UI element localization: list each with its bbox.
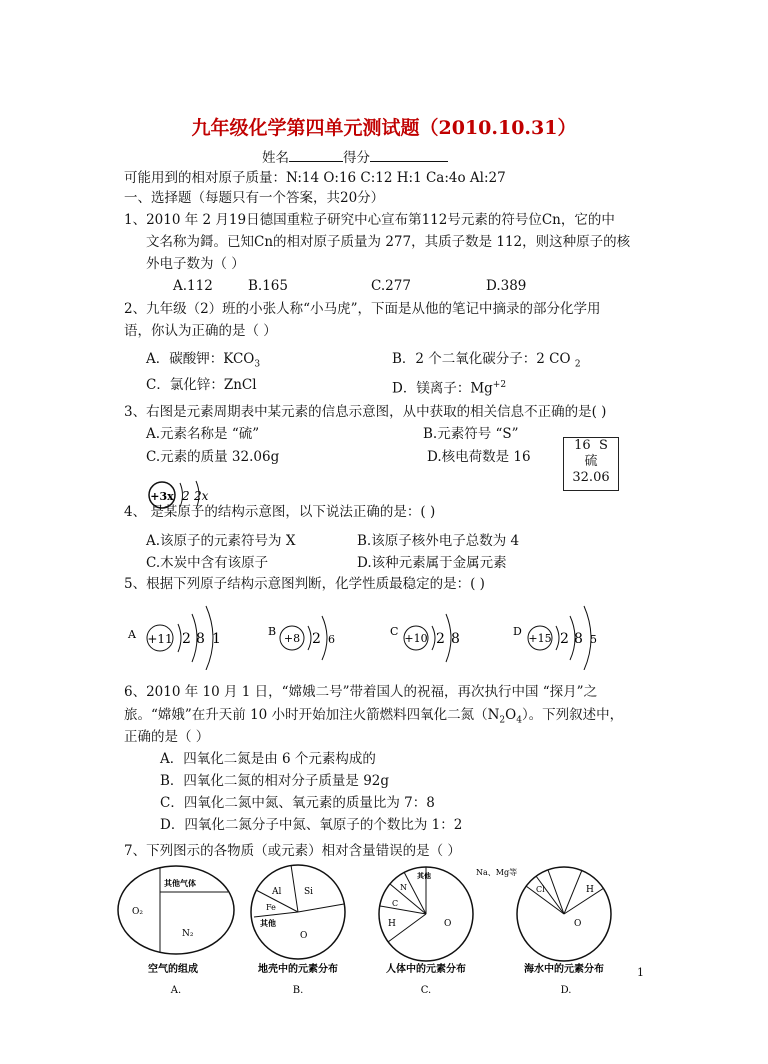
atom-d-nucleus: +15	[528, 632, 552, 645]
q6-option-a: A．四氧化二氮是由 6 个元素构成的	[160, 751, 376, 767]
pie-c	[379, 867, 473, 996]
q7-pie-charts	[108, 862, 638, 1000]
atom-d-shell-2: 8	[574, 631, 583, 647]
q1-line1: 1、2010 年 2 月19日德国重粒子研究中心宣布第112号元素的符号位Cn，它的中	[124, 212, 615, 228]
q6-line2: 旅。“嫦娥”在升天前 10 小时开始加注火箭燃料四氧化二氮$(N_2O_4)$。下列叙述中，	[124, 707, 624, 726]
pie-d-slice-3	[526, 886, 564, 914]
atom-b-arc-1	[308, 626, 311, 650]
name-score-line	[262, 147, 448, 166]
q3-option-a: A.元素名称是 “硫”	[146, 426, 260, 442]
q2-option-a: A．碳酸钾：$KCO_3$	[146, 351, 261, 370]
q2-option-b: B．2 个二氧化碳分子：2 CO $_2$	[392, 351, 581, 370]
pie-d-caption: 海水中的元素分布	[524, 964, 604, 975]
q3-option-d: D.核电荷数是 16	[427, 449, 531, 465]
q3-option-c: C.元素的质量 32.06g	[146, 449, 280, 465]
pie-b-slice-3	[254, 912, 298, 917]
q4-shell-1: 2	[182, 489, 190, 503]
pie-b-slice-4	[298, 904, 344, 912]
q4-option-d: D.该种元素属于金属元素	[357, 555, 507, 571]
atom-c-label: C	[390, 625, 399, 638]
pie-c-label-other: 其他	[417, 871, 431, 880]
pie-d-slice-5	[564, 888, 604, 914]
name-blank[interactable]	[289, 147, 343, 162]
pie-c-label-c: C	[392, 899, 399, 908]
atom-a-label: A	[128, 628, 136, 641]
q1-option-c: C.277	[371, 278, 411, 294]
pie-b-label-fe: Fe	[266, 903, 276, 912]
pie-d-slice-1	[548, 870, 564, 914]
atom-b	[268, 616, 335, 660]
pie-b-letter: B.	[292, 985, 304, 996]
atom-a-shell-3: 1	[212, 631, 221, 647]
page-title: 九年级化学第四单元测试题（2010.10.31）	[191, 117, 577, 139]
q4-shell-2: 2x	[194, 489, 209, 503]
score-blank[interactable]	[370, 147, 448, 162]
pie-c-slice-4	[380, 906, 426, 914]
q2-line2: 语，你认为正确的是（ ）	[124, 323, 277, 339]
pie-c-label-n: N	[400, 883, 407, 892]
atom-a	[127, 606, 221, 670]
atom-b-arc-2	[322, 616, 327, 660]
pie-d-letter: D.	[560, 985, 572, 996]
pie-b-slice-1	[291, 865, 298, 912]
atom-b-nucleus: +8	[283, 632, 301, 645]
pie-d-slice-2	[536, 876, 564, 914]
atomic-number: 16	[574, 438, 591, 453]
atomic-masses: 可能用到的相对原子质量：N:14 O:16 C:12 H:1 Ca:4o Al:27	[124, 170, 506, 186]
q1-line2: 文名称为鎶。已知Cn的相对原子质量为 277，其质子数是 112，则这种原子的核	[146, 234, 631, 250]
pie-b-label-other: 其他	[260, 918, 276, 928]
q6-option-b: B．四氧化二氮的相对分子质量是 92g	[160, 773, 390, 789]
pie-b-label-al: Al	[272, 887, 282, 897]
atom-a-nucleus: +11	[147, 632, 173, 646]
pie-a-label-n2: N₂	[182, 929, 194, 939]
atom-d-arc-1	[556, 626, 559, 650]
pie-a-letter: A.	[170, 985, 182, 996]
pie-d-label-h: H	[586, 885, 594, 895]
pie-c-label-o: O	[444, 919, 452, 929]
atom-b-shell-1: 2	[312, 631, 321, 647]
pie-a-caption: 空气的组成	[148, 964, 198, 975]
atom-c-nucleus: +10	[404, 632, 428, 645]
q1-option-b: B.165	[248, 278, 288, 294]
pie-d	[476, 867, 611, 996]
q4-option-a: A.该原子的元素符号为 X	[146, 533, 296, 549]
pie-a	[118, 866, 234, 996]
pie-b	[251, 865, 345, 996]
q6-option-c: C．四氧化二氮中氮、氧元素的质量比为 7：8	[160, 795, 435, 811]
atom-d	[513, 606, 597, 670]
q5-atom-diagrams	[120, 598, 640, 670]
atom-b-label: B	[268, 625, 277, 638]
q7-stem: 7、下列图示的各物质（或元素）相对含量错误的是（ ）	[124, 843, 461, 859]
atom-a-shell-2: 8	[196, 631, 205, 647]
q4-stem: 4、 是某原子的结构示意图，以下说法正确的是：( )	[124, 504, 436, 520]
pie-c-letter: C.	[420, 985, 432, 996]
pie-d-label-na-mg: Na、Mg等	[476, 868, 518, 877]
atom-a-shell-1: 2	[182, 631, 191, 647]
pie-a-label-o2: O₂	[132, 907, 143, 917]
pie-d-slice-4	[564, 870, 582, 914]
q6-line3: 正确的是（ ）	[124, 729, 210, 745]
atom-c-shell-2: 8	[451, 631, 460, 647]
score-label: 得分	[343, 150, 370, 166]
atom-c-shell-1: 2	[436, 631, 445, 647]
pie-d-label-o: O	[574, 919, 582, 929]
pie-b-caption: 地壳中的元素分布	[258, 964, 338, 975]
section-heading: 一、选择题（每题只有一个答案，共20分）	[124, 190, 385, 206]
atom-a-arc-1	[178, 624, 181, 652]
pie-c-caption: 人体中的元素分布	[386, 964, 466, 975]
q2-option-d: D．镁离子：$Mg^{+2}$	[392, 380, 507, 397]
q2-line1: 2、九年级（2）班的小张人称“小马虎”，下面是从他的笔记中摘录的部分化学用	[124, 301, 601, 317]
q3-stem: 3、右图是元素周期表中某元素的信息示意图，从中获取的相关信息不正确的是( )	[124, 404, 607, 420]
q4-option-b: B.该原子核外电子总数为 4	[357, 533, 520, 549]
q5-stem: 5、根据下列原子结构示意图判断，化学性质最稳定的是：( )	[124, 576, 485, 592]
q3-option-b: B.元素符号 “S”	[423, 426, 519, 442]
atom-d-label: D	[513, 625, 522, 638]
periodic-table-cell	[563, 437, 619, 491]
q1-option-a: A.112	[173, 278, 213, 294]
element-symbol: S	[598, 438, 608, 453]
q4-nucleus-charge: +3x	[150, 490, 174, 503]
atom-d-shell-1: 2	[560, 631, 569, 647]
page-number: 1	[637, 966, 644, 979]
q4-option-c: C.木炭中含有该原子	[146, 555, 269, 571]
atomic-mass: 32.06	[572, 470, 610, 485]
pie-d-label-cl: Cl	[536, 885, 545, 894]
q2-option-c: C．氯化锌：ZnCl	[146, 377, 257, 393]
pie-b-label-o: O	[300, 931, 308, 941]
pie-a-label-other: 其他气体	[164, 878, 196, 888]
atom-b-shell-2: 6	[328, 633, 335, 646]
q6-line1: 6、2010 年 10 月 1 日，“嫦娥二号”带着国人的祝福，再次执行中国 “探月”之	[124, 684, 598, 700]
q1-line3: 外电子数为（ ）	[146, 256, 245, 272]
atom-c-arc-1	[432, 626, 435, 650]
pie-b-label-si: Si	[304, 887, 314, 897]
q1-option-d: D.389	[486, 278, 527, 294]
element-name: 硫	[584, 454, 598, 469]
pie-c-label-h: H	[388, 919, 396, 929]
name-label: 姓名	[262, 150, 289, 166]
atom-d-shell-3: 5	[590, 633, 597, 646]
q6-option-d: D．四氧化二氮分子中氮、氧原子的个数比为 1：2	[160, 817, 463, 833]
atom-c	[390, 614, 460, 662]
